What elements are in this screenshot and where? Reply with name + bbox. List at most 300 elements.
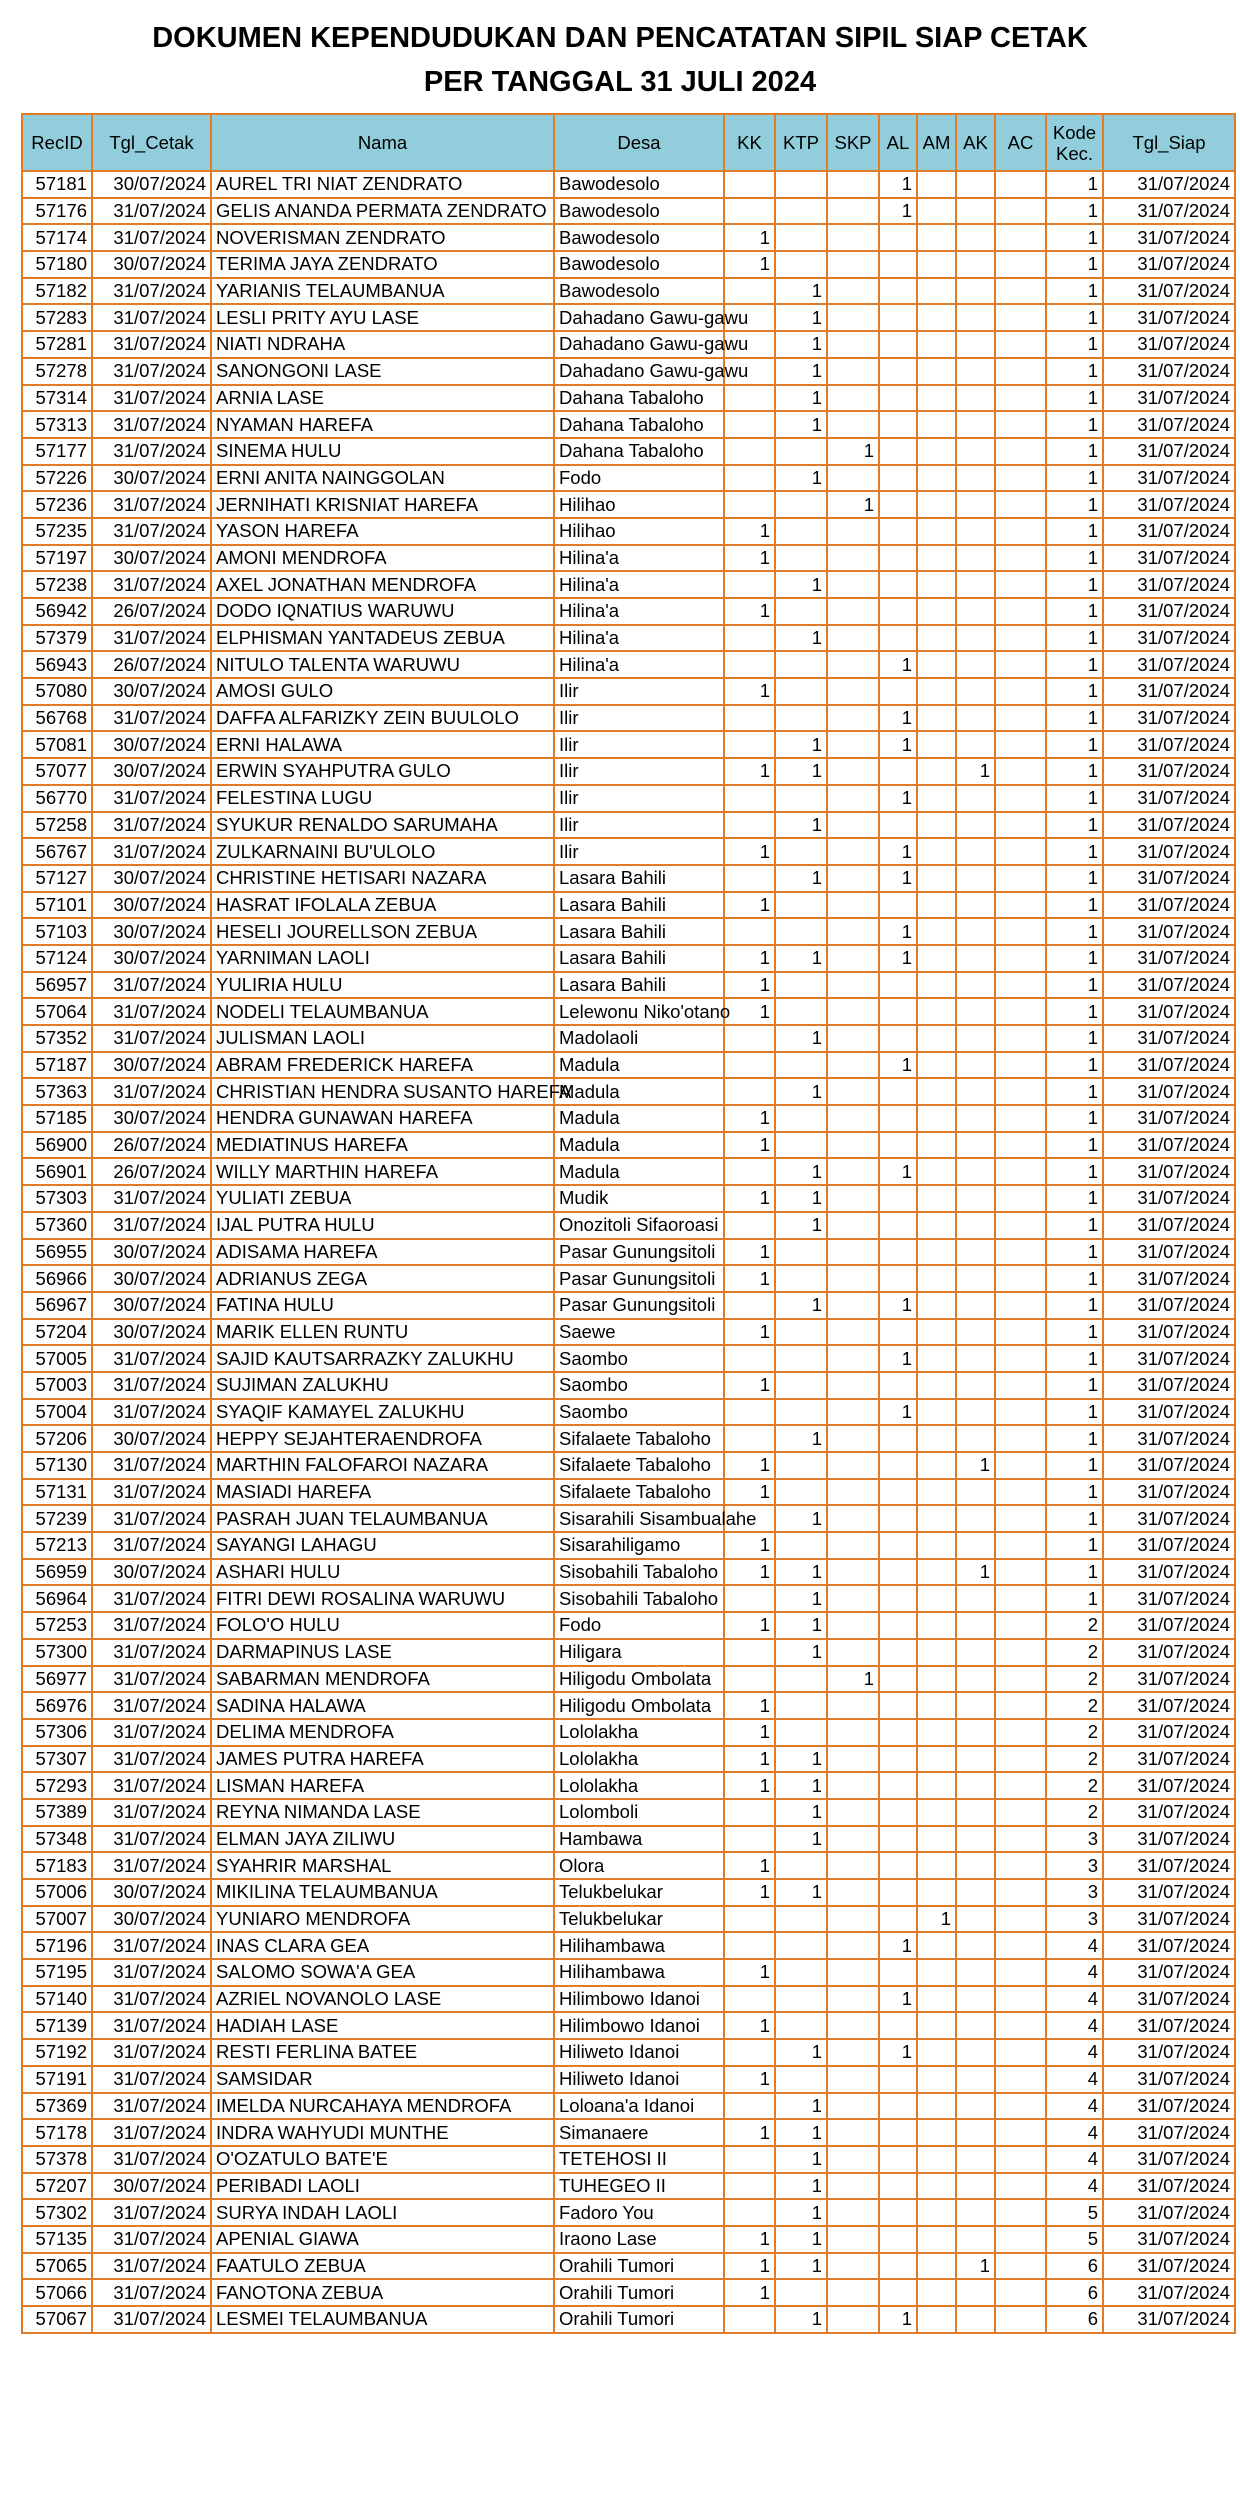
cell-am: [917, 918, 956, 945]
cell-tgl-siap: 31/07/2024: [1103, 972, 1235, 999]
cell-kode-kec: 1: [1046, 491, 1103, 518]
cell-kode-kec: 1: [1046, 251, 1103, 278]
cell-ac: [995, 465, 1046, 492]
cell-kk: 1: [724, 1132, 775, 1159]
cell-ktp: [775, 1372, 827, 1399]
cell-ac: [995, 758, 1046, 785]
cell-desa: Madula: [554, 1078, 724, 1105]
cell-ktp: 1: [775, 1505, 827, 1532]
cell-skp: [827, 1292, 879, 1319]
cell-ak: [956, 1959, 995, 1986]
cell-skp: [827, 1799, 879, 1826]
table-row: [22, 2226, 1235, 2253]
cell-ak: [956, 304, 995, 331]
cell-skp: [827, 2279, 879, 2306]
cell-ak: [956, 838, 995, 865]
cell-kode-kec: 1: [1046, 705, 1103, 732]
cell-tgl-cetak: 30/07/2024: [92, 731, 211, 758]
cell-kk: 1: [724, 2119, 775, 2146]
cell-recid: 57077: [22, 758, 92, 785]
cell-ktp: [775, 2012, 827, 2039]
cell-recid: 57140: [22, 1986, 92, 2013]
cell-nama: SADINA HALAWA: [211, 1692, 554, 1719]
cell-ktp: 1: [775, 865, 827, 892]
cell-desa: Telukbelukar: [554, 1906, 724, 1933]
cell-tgl-cetak: 31/07/2024: [92, 438, 211, 465]
cell-desa: Lolomboli: [554, 1799, 724, 1826]
cell-tgl-siap: 31/07/2024: [1103, 438, 1235, 465]
cell-ak: [956, 411, 995, 438]
cell-ac: [995, 1585, 1046, 1612]
cell-am: [917, 1852, 956, 1879]
cell-skp: [827, 1959, 879, 1986]
cell-am: [917, 1185, 956, 1212]
cell-tgl-cetak: 30/07/2024: [92, 1105, 211, 1132]
cell-ac: [995, 1692, 1046, 1719]
cell-skp: [827, 2039, 879, 2066]
cell-ktp: [775, 171, 827, 198]
cell-ac: [995, 2039, 1046, 2066]
cell-kk: [724, 812, 775, 839]
cell-skp: [827, 198, 879, 225]
cell-ktp: [775, 1932, 827, 1959]
cell-ac: [995, 1505, 1046, 1532]
cell-recid: 57204: [22, 1319, 92, 1346]
cell-tgl-cetak: 30/07/2024: [92, 1559, 211, 1586]
cell-am: [917, 1132, 956, 1159]
cell-al: [879, 465, 917, 492]
cell-kode-kec: 5: [1046, 2226, 1103, 2253]
cell-ktp: 1: [775, 2119, 827, 2146]
cell-ac: [995, 385, 1046, 412]
cell-tgl-siap: 31/07/2024: [1103, 758, 1235, 785]
cell-kode-kec: 1: [1046, 625, 1103, 652]
cell-ac: [995, 2093, 1046, 2120]
cell-am: [917, 1666, 956, 1693]
cell-kode-kec: 1: [1046, 224, 1103, 251]
cell-tgl-cetak: 31/07/2024: [92, 972, 211, 999]
cell-desa: Lasara Bahili: [554, 972, 724, 999]
cell-tgl-siap: 31/07/2024: [1103, 2226, 1235, 2253]
cell-skp: [827, 1772, 879, 1799]
cell-tgl-cetak: 30/07/2024: [92, 865, 211, 892]
cell-tgl-cetak: 31/07/2024: [92, 1932, 211, 1959]
cell-kode-kec: 1: [1046, 678, 1103, 705]
cell-ac: [995, 998, 1046, 1025]
cell-am: [917, 438, 956, 465]
cell-tgl-cetak: 30/07/2024: [92, 945, 211, 972]
cell-am: [917, 2119, 956, 2146]
cell-tgl-siap: 31/07/2024: [1103, 2253, 1235, 2280]
cell-ak: [956, 812, 995, 839]
cell-ktp: 1: [775, 2306, 827, 2333]
cell-recid: 57067: [22, 2306, 92, 2333]
cell-recid: 57176: [22, 198, 92, 225]
cell-al: [879, 1559, 917, 1586]
cell-desa: Hilina'a: [554, 598, 724, 625]
cell-skp: [827, 251, 879, 278]
cell-ak: [956, 1345, 995, 1372]
table-row: [22, 678, 1235, 705]
cell-nama: SUJIMAN ZALUKHU: [211, 1372, 554, 1399]
cell-kode-kec: 2: [1046, 1666, 1103, 1693]
table-row: [22, 171, 1235, 198]
cell-kk: [724, 411, 775, 438]
cell-ac: [995, 1612, 1046, 1639]
cell-am: [917, 2199, 956, 2226]
table-row: [22, 1319, 1235, 1346]
cell-tgl-cetak: 31/07/2024: [92, 571, 211, 598]
cell-al: [879, 438, 917, 465]
cell-ac: [995, 1265, 1046, 1292]
cell-skp: [827, 1105, 879, 1132]
header-ac: AC: [995, 114, 1046, 171]
cell-skp: [827, 598, 879, 625]
cell-kode-kec: 1: [1046, 278, 1103, 305]
cell-recid: 57006: [22, 1879, 92, 1906]
cell-skp: [827, 1559, 879, 1586]
cell-nama: SYAHRIR MARSHAL: [211, 1852, 554, 1879]
cell-kk: 1: [724, 1719, 775, 1746]
cell-kode-kec: 2: [1046, 1639, 1103, 1666]
cell-tgl-siap: 31/07/2024: [1103, 545, 1235, 572]
cell-ktp: [775, 1479, 827, 1506]
cell-nama: AMONI MENDROFA: [211, 545, 554, 572]
cell-ac: [995, 651, 1046, 678]
cell-am: [917, 1692, 956, 1719]
cell-ktp: [775, 998, 827, 1025]
cell-desa: Hilina'a: [554, 651, 724, 678]
cell-kode-kec: 1: [1046, 571, 1103, 598]
cell-tgl-cetak: 31/07/2024: [92, 2093, 211, 2120]
cell-skp: [827, 1852, 879, 1879]
cell-al: 1: [879, 731, 917, 758]
cell-nama: HESELI JOURELLSON ZEBUA: [211, 918, 554, 945]
cell-ktp: 1: [775, 1425, 827, 1452]
cell-ak: [956, 1185, 995, 1212]
cell-tgl-cetak: 31/07/2024: [92, 2306, 211, 2333]
cell-am: [917, 2226, 956, 2253]
cell-al: 1: [879, 865, 917, 892]
cell-tgl-cetak: 30/07/2024: [92, 171, 211, 198]
cell-desa: Hilina'a: [554, 545, 724, 572]
cell-nama: ELMAN JAYA ZILIWU: [211, 1826, 554, 1853]
cell-ak: [956, 1265, 995, 1292]
table-row: [22, 731, 1235, 758]
cell-tgl-cetak: 30/07/2024: [92, 545, 211, 572]
cell-recid: 57360: [22, 1212, 92, 1239]
cell-kode-kec: 1: [1046, 892, 1103, 919]
cell-kode-kec: 4: [1046, 2093, 1103, 2120]
cell-tgl-siap: 31/07/2024: [1103, 998, 1235, 1025]
cell-skp: [827, 304, 879, 331]
cell-tgl-cetak: 31/07/2024: [92, 998, 211, 1025]
cell-al: [879, 1372, 917, 1399]
cell-al: [879, 1719, 917, 1746]
cell-ktp: [775, 545, 827, 572]
cell-ak: [956, 1132, 995, 1159]
cell-ac: [995, 1212, 1046, 1239]
cell-ac: [995, 2226, 1046, 2253]
cell-skp: [827, 758, 879, 785]
cell-ktp: [775, 1052, 827, 1079]
cell-nama: ERNI ANITA NAINGGOLAN: [211, 465, 554, 492]
cell-tgl-siap: 31/07/2024: [1103, 2012, 1235, 2039]
cell-kode-kec: 6: [1046, 2279, 1103, 2306]
cell-desa: Lololakha: [554, 1719, 724, 1746]
cell-skp: [827, 1479, 879, 1506]
cell-al: [879, 1692, 917, 1719]
cell-tgl-cetak: 31/07/2024: [92, 2012, 211, 2039]
cell-tgl-cetak: 26/07/2024: [92, 651, 211, 678]
cell-ktp: 1: [775, 1292, 827, 1319]
cell-ak: [956, 2066, 995, 2093]
cell-ac: [995, 1185, 1046, 1212]
cell-al: 1: [879, 2306, 917, 2333]
cell-kk: 1: [724, 945, 775, 972]
cell-ac: [995, 2066, 1046, 2093]
cell-skp: [827, 1746, 879, 1773]
cell-am: [917, 2253, 956, 2280]
cell-recid: 57278: [22, 358, 92, 385]
cell-kode-kec: 1: [1046, 998, 1103, 1025]
cell-desa: Bawodesolo: [554, 251, 724, 278]
cell-kk: 1: [724, 1239, 775, 1266]
cell-skp: [827, 625, 879, 652]
cell-ktp: 1: [775, 731, 827, 758]
cell-tgl-cetak: 31/07/2024: [92, 331, 211, 358]
cell-ac: [995, 1666, 1046, 1693]
cell-nama: FANOTONA ZEBUA: [211, 2279, 554, 2306]
cell-desa: Sisarahiligamo: [554, 1532, 724, 1559]
cell-nama: PASRAH JUAN TELAUMBANUA: [211, 1505, 554, 1532]
cell-skp: [827, 1212, 879, 1239]
cell-nama: ASHARI HULU: [211, 1559, 554, 1586]
cell-nama: MIKILINA TELAUMBANUA: [211, 1879, 554, 1906]
cell-ak: [956, 2012, 995, 2039]
cell-am: [917, 1479, 956, 1506]
table-row: [22, 1452, 1235, 1479]
cell-ak: [956, 1158, 995, 1185]
cell-al: [879, 1078, 917, 1105]
cell-ktp: 1: [775, 1078, 827, 1105]
cell-ac: [995, 812, 1046, 839]
table-row: [22, 1425, 1235, 1452]
cell-ak: [956, 545, 995, 572]
cell-tgl-siap: 31/07/2024: [1103, 2199, 1235, 2226]
cell-desa: Hiligara: [554, 1639, 724, 1666]
cell-tgl-cetak: 31/07/2024: [92, 1399, 211, 1426]
cell-nama: NYAMAN HAREFA: [211, 411, 554, 438]
cell-kk: [724, 1158, 775, 1185]
cell-nama: SAJID KAUTSARRAZKY ZALUKHU: [211, 1345, 554, 1372]
cell-nama: SABARMAN MENDROFA: [211, 1666, 554, 1693]
cell-am: [917, 2039, 956, 2066]
cell-tgl-cetak: 30/07/2024: [92, 918, 211, 945]
cell-am: [917, 2066, 956, 2093]
cell-ak: [956, 2306, 995, 2333]
cell-am: [917, 1932, 956, 1959]
cell-am: [917, 304, 956, 331]
cell-kk: 1: [724, 972, 775, 999]
cell-tgl-siap: 31/07/2024: [1103, 411, 1235, 438]
cell-ak: [956, 224, 995, 251]
cell-tgl-cetak: 31/07/2024: [92, 1505, 211, 1532]
cell-al: 1: [879, 1052, 917, 1079]
cell-kk: [724, 2306, 775, 2333]
cell-tgl-cetak: 31/07/2024: [92, 1666, 211, 1693]
cell-ak: [956, 1746, 995, 1773]
cell-skp: [827, 1078, 879, 1105]
cell-tgl-siap: 31/07/2024: [1103, 2039, 1235, 2066]
cell-ak: [956, 1585, 995, 1612]
cell-recid: 57131: [22, 1479, 92, 1506]
table-row: [22, 1666, 1235, 1693]
cell-am: [917, 625, 956, 652]
cell-ktp: [775, 1986, 827, 2013]
cell-am: [917, 545, 956, 572]
cell-tgl-siap: 31/07/2024: [1103, 2306, 1235, 2333]
cell-recid: 56955: [22, 1239, 92, 1266]
cell-kk: [724, 438, 775, 465]
cell-ak: [956, 1666, 995, 1693]
cell-nama: YUNIARO MENDROFA: [211, 1906, 554, 1933]
cell-kode-kec: 3: [1046, 1879, 1103, 1906]
table-row: [22, 1852, 1235, 1879]
cell-am: [917, 411, 956, 438]
cell-kode-kec: 1: [1046, 358, 1103, 385]
cell-kode-kec: 1: [1046, 518, 1103, 545]
cell-kk: 1: [724, 1185, 775, 1212]
cell-kk: 1: [724, 1532, 775, 1559]
cell-tgl-cetak: 31/07/2024: [92, 1852, 211, 1879]
cell-tgl-siap: 31/07/2024: [1103, 358, 1235, 385]
cell-al: 1: [879, 1158, 917, 1185]
cell-am: [917, 1025, 956, 1052]
table-row: [22, 1826, 1235, 1853]
cell-recid: 57181: [22, 171, 92, 198]
table-row: [22, 1158, 1235, 1185]
cell-nama: FITRI DEWI ROSALINA WARUWU: [211, 1585, 554, 1612]
cell-recid: 57196: [22, 1932, 92, 1959]
table-row: [22, 278, 1235, 305]
cell-desa: Ilir: [554, 678, 724, 705]
cell-ac: [995, 1052, 1046, 1079]
cell-al: [879, 1879, 917, 1906]
cell-al: [879, 518, 917, 545]
cell-skp: [827, 1399, 879, 1426]
header-kk: KK: [724, 114, 775, 171]
cell-kode-kec: 1: [1046, 1265, 1103, 1292]
table-row: [22, 1559, 1235, 1586]
cell-tgl-siap: 31/07/2024: [1103, 1799, 1235, 1826]
cell-ktp: 1: [775, 758, 827, 785]
cell-am: [917, 2306, 956, 2333]
cell-nama: GELIS ANANDA PERMATA ZENDRATO: [211, 198, 554, 225]
cell-tgl-siap: 31/07/2024: [1103, 1399, 1235, 1426]
cell-recid: 57238: [22, 571, 92, 598]
cell-kode-kec: 1: [1046, 385, 1103, 412]
table-row: [22, 1879, 1235, 1906]
cell-recid: 57302: [22, 2199, 92, 2226]
cell-ktp: [775, 2066, 827, 2093]
cell-am: [917, 171, 956, 198]
cell-ac: [995, 1105, 1046, 1132]
cell-recid: 56977: [22, 1666, 92, 1693]
cell-recid: 57135: [22, 2226, 92, 2253]
cell-am: 1: [917, 1906, 956, 1933]
cell-ktp: 1: [775, 304, 827, 331]
cell-tgl-siap: 31/07/2024: [1103, 1719, 1235, 1746]
cell-ak: [956, 625, 995, 652]
cell-ktp: 1: [775, 2253, 827, 2280]
cell-tgl-siap: 31/07/2024: [1103, 491, 1235, 518]
cell-ak: [956, 358, 995, 385]
cell-desa: Hilina'a: [554, 571, 724, 598]
cell-desa: Loloana'a Idanoi: [554, 2093, 724, 2120]
cell-skp: [827, 1719, 879, 1746]
cell-ak: [956, 2119, 995, 2146]
cell-ktp: [775, 598, 827, 625]
cell-nama: HENDRA GUNAWAN HAREFA: [211, 1105, 554, 1132]
cell-recid: 56964: [22, 1585, 92, 1612]
cell-am: [917, 198, 956, 225]
cell-tgl-siap: 31/07/2024: [1103, 1345, 1235, 1372]
cell-al: [879, 598, 917, 625]
cell-skp: [827, 1906, 879, 1933]
cell-desa: Ilir: [554, 812, 724, 839]
cell-nama: HEPPY SEJAHTERAENDROFA: [211, 1425, 554, 1452]
cell-am: [917, 2012, 956, 2039]
cell-ktp: 1: [775, 1639, 827, 1666]
cell-am: [917, 358, 956, 385]
cell-ak: [956, 1639, 995, 1666]
cell-ktp: 1: [775, 812, 827, 839]
table-row: [22, 1799, 1235, 1826]
cell-tgl-siap: 31/07/2024: [1103, 1025, 1235, 1052]
table-row: [22, 411, 1235, 438]
cell-am: [917, 705, 956, 732]
cell-nama: ADRIANUS ZEGA: [211, 1265, 554, 1292]
cell-tgl-siap: 31/07/2024: [1103, 1585, 1235, 1612]
cell-ac: [995, 2173, 1046, 2200]
table-row: [22, 1265, 1235, 1292]
cell-tgl-siap: 31/07/2024: [1103, 1132, 1235, 1159]
cell-nama: APENIAL GIAWA: [211, 2226, 554, 2253]
cell-ac: [995, 1372, 1046, 1399]
cell-ktp: [775, 1132, 827, 1159]
cell-tgl-siap: 31/07/2024: [1103, 918, 1235, 945]
cell-kk: [724, 1826, 775, 1853]
cell-kk: [724, 1639, 775, 1666]
cell-am: [917, 224, 956, 251]
cell-recid: 57303: [22, 1185, 92, 1212]
cell-ktp: 1: [775, 1826, 827, 1853]
table-row: [22, 1959, 1235, 1986]
cell-desa: Sisobahili Tabaloho: [554, 1585, 724, 1612]
cell-ac: [995, 2306, 1046, 2333]
cell-am: [917, 1372, 956, 1399]
cell-am: [917, 1772, 956, 1799]
cell-am: [917, 678, 956, 705]
cell-skp: [827, 918, 879, 945]
cell-ak: [956, 2279, 995, 2306]
cell-am: [917, 2093, 956, 2120]
cell-am: [917, 998, 956, 1025]
cell-desa: Lasara Bahili: [554, 892, 724, 919]
cell-skp: [827, 972, 879, 999]
cell-tgl-siap: 31/07/2024: [1103, 1425, 1235, 1452]
